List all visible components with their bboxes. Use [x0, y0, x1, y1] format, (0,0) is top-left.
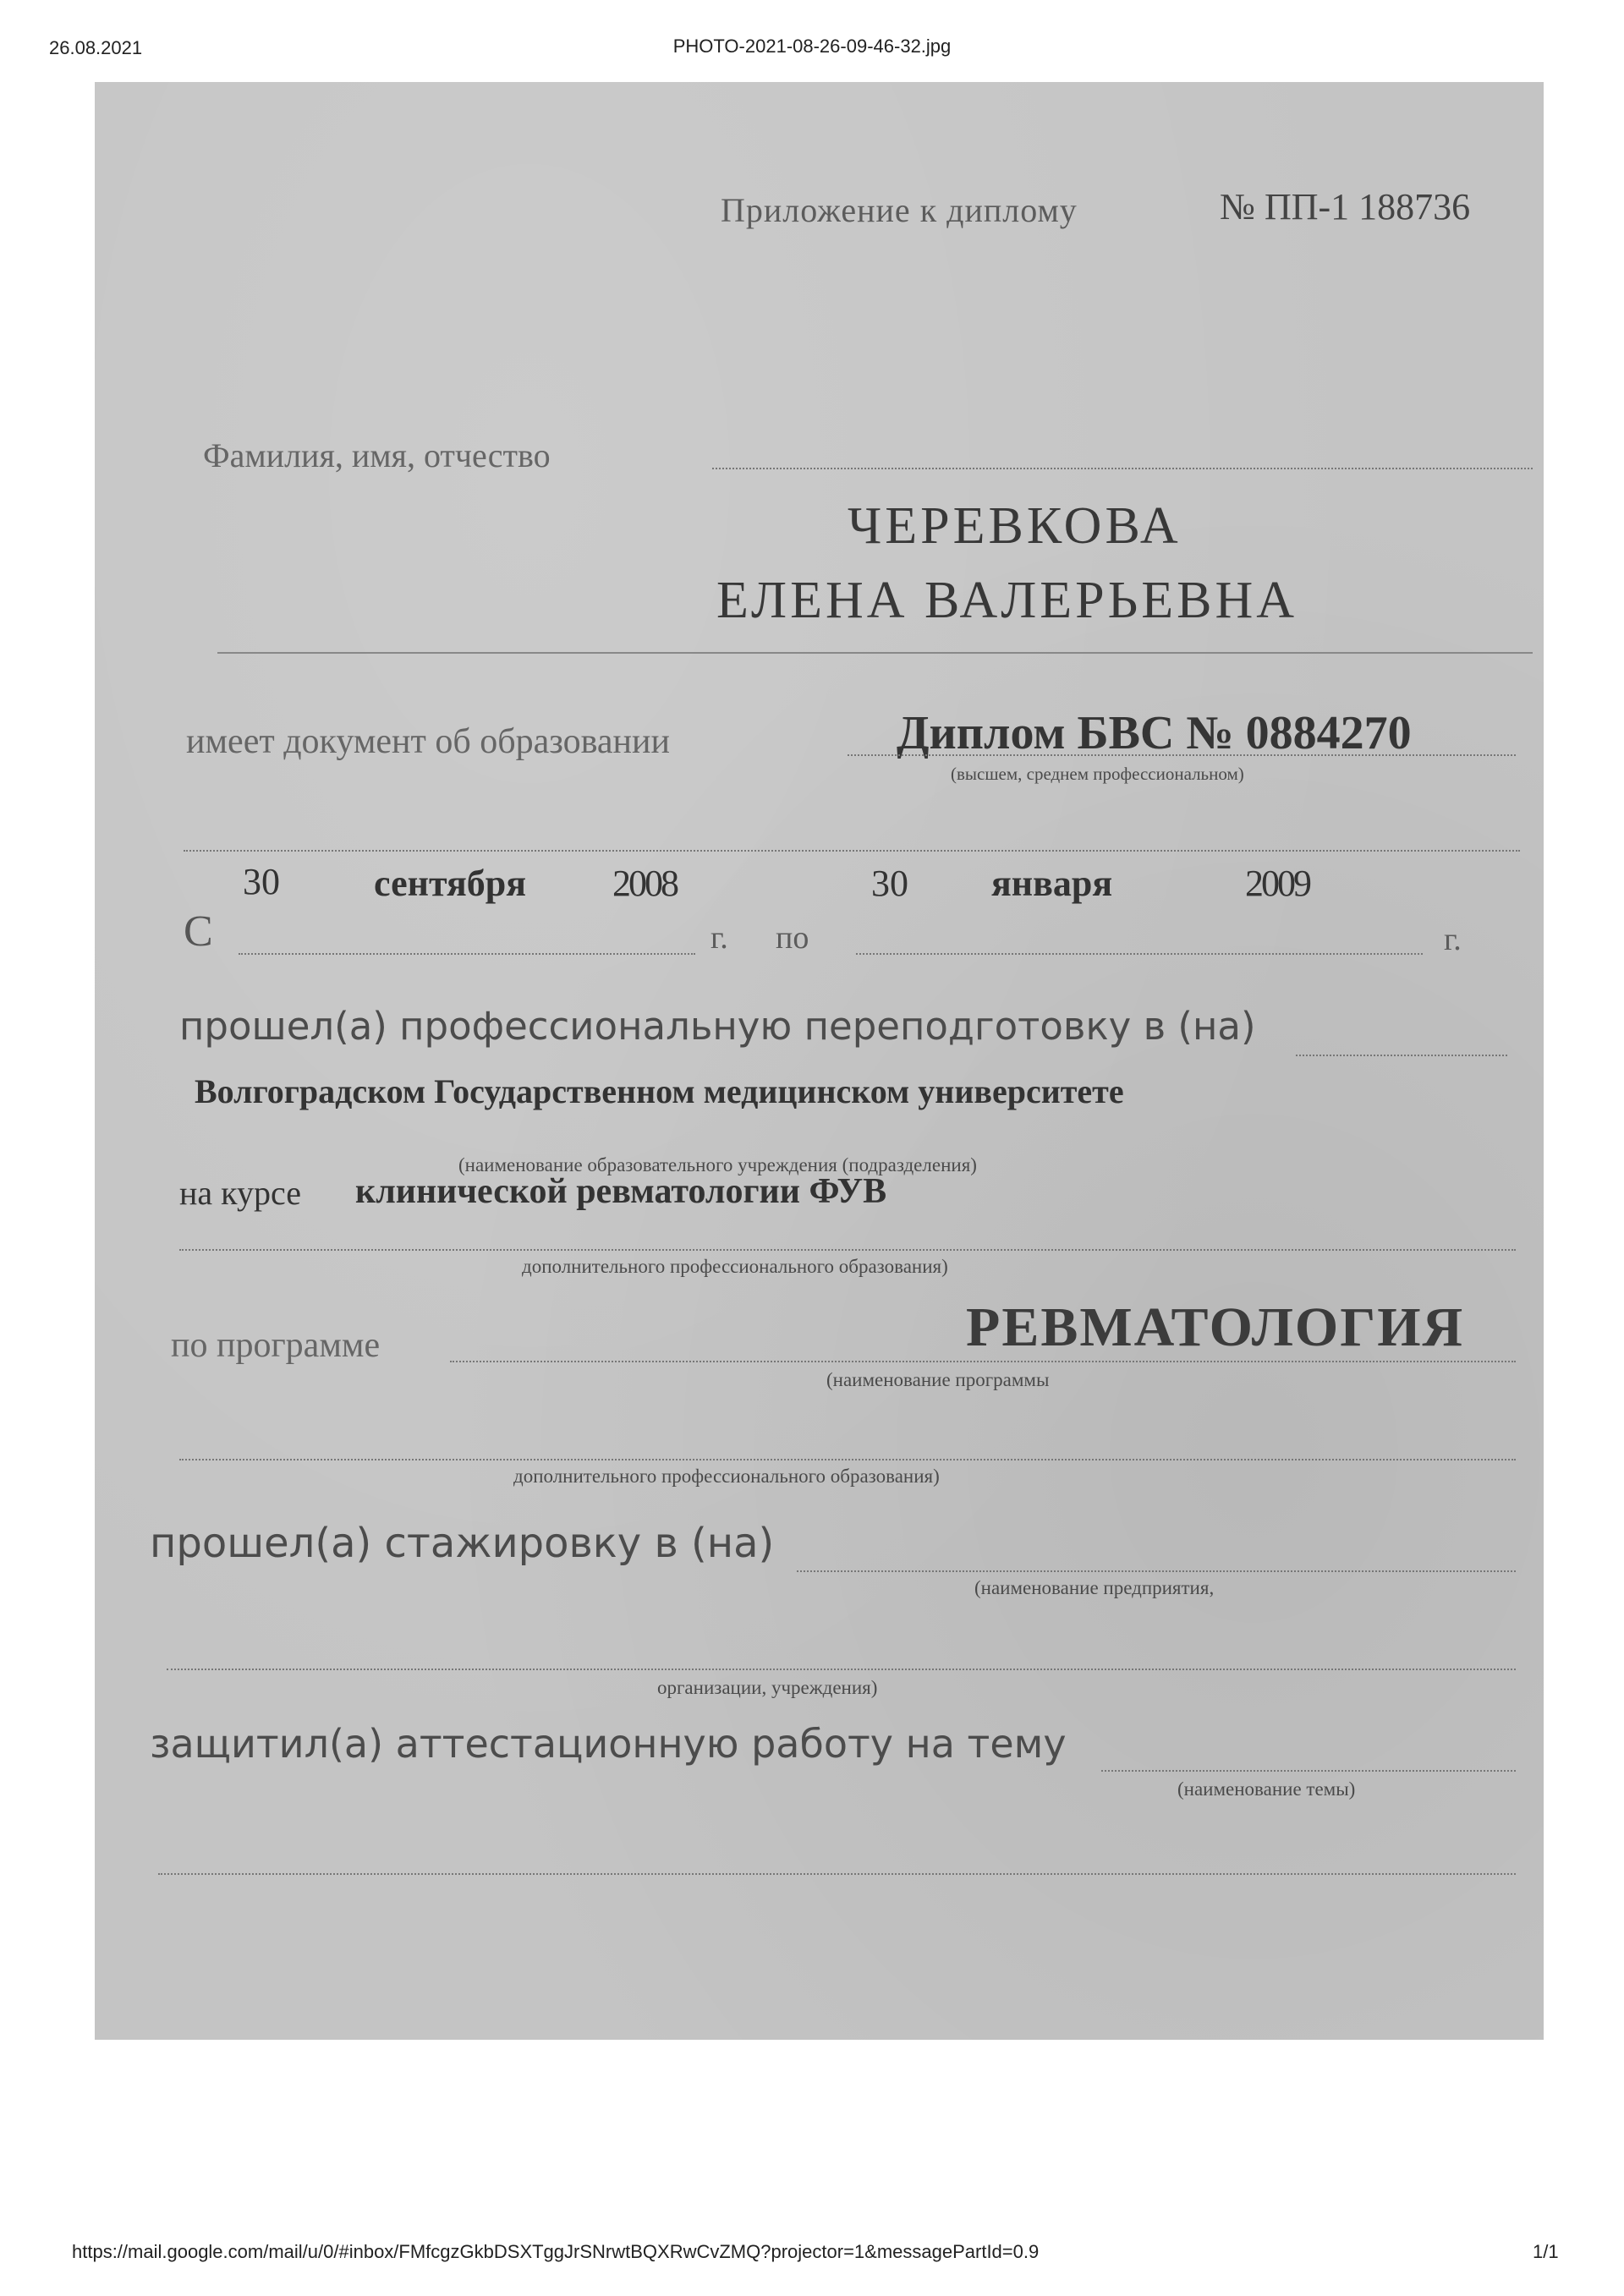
- period-to-line: [856, 953, 1423, 955]
- edu-doc-label: имеет документ об образовании: [186, 722, 670, 761]
- fio-label: Фамилия, имя, отчество: [203, 436, 551, 474]
- internship-hint: (наименование предприятия,: [974, 1577, 1215, 1598]
- program-hint: (наименование программы: [826, 1369, 1050, 1390]
- print-file-title: PHOTO-2021-08-26-09-46-32.jpg: [672, 36, 952, 57]
- period-to-year: 2009: [1245, 863, 1309, 904]
- fio-underline: [217, 652, 1533, 654]
- internship-label: прошел(а) стажировку в (на): [150, 1520, 775, 1567]
- institution-value: Волгоградском Государственном медицинском университете: [195, 1072, 1124, 1110]
- institution-hint: (наименование образовательного учреждения (подразделения): [458, 1154, 977, 1175]
- period-to-label: по: [776, 920, 809, 956]
- print-page-number: 1/1: [1533, 2241, 1559, 2262]
- retraining-label: прошел(а) профессиональную переподготовку в (на): [179, 1004, 1256, 1049]
- header-label: Приложение к диплому: [721, 191, 1078, 229]
- edu-doc-hint: (высшем, среднем профессиональном): [951, 764, 1244, 784]
- print-date: 26.08.2021: [49, 37, 143, 58]
- name-patronymic: ЕЛЕНА ВАЛЕРЬЕВНА: [716, 572, 1298, 629]
- program-value: РЕВМАТОЛОГИЯ: [966, 1296, 1465, 1358]
- period-from-label: С: [184, 907, 213, 956]
- surname: ЧЕРЕВКОВА: [848, 497, 1182, 555]
- program-extra-line: [179, 1459, 1516, 1460]
- course-hint: дополнительного профессионального образования): [522, 1256, 948, 1277]
- internship-line: [797, 1570, 1516, 1572]
- print-url: https://mail.google.com/mail/u/0/#inbox/FMfcgzGkbDSXTggJrSNrwtBQXRwCvZMQ?projector=1&messagePartId=0.9: [72, 2241, 1040, 2262]
- period-from-day: 30: [243, 861, 280, 902]
- period-from-month: сентября: [374, 863, 527, 904]
- fio-line: [712, 468, 1533, 469]
- retraining-line: [1296, 1055, 1507, 1056]
- period-year-suffix-2: г.: [1444, 922, 1462, 957]
- period-to-day: 30: [871, 863, 908, 904]
- period-from-year: 2008: [612, 863, 677, 904]
- period-year-suffix-1: г.: [710, 920, 728, 956]
- edu-doc-line: [848, 754, 1516, 756]
- internship-hint-2: организации, учреждения): [657, 1677, 878, 1698]
- program-line: [450, 1361, 1516, 1362]
- edu-doc-extra-line: [184, 850, 1520, 852]
- course-value: клинической ревматологии ФУВ: [355, 1172, 887, 1211]
- thesis-label: защитил(а) аттестационную работу на тему: [150, 1721, 1067, 1767]
- diploma-appendix-sheet: [95, 82, 1544, 2040]
- thesis-hint: (наименование темы): [1177, 1778, 1356, 1800]
- course-line: [179, 1249, 1516, 1251]
- internship-extra-line: [167, 1669, 1516, 1670]
- thesis-extra-line: [158, 1873, 1516, 1875]
- thesis-line: [1101, 1770, 1516, 1772]
- course-label: на курсе: [179, 1174, 302, 1212]
- period-to-month: января: [991, 863, 1113, 904]
- program-label: по программе: [171, 1326, 381, 1365]
- program-hint-2: дополнительного профессионального образования): [513, 1466, 940, 1487]
- header-number: № ПП-1 188736: [1220, 186, 1471, 227]
- period-from-line: [239, 953, 695, 955]
- edu-doc-value: Диплом БВС № 0884270: [897, 707, 1412, 759]
